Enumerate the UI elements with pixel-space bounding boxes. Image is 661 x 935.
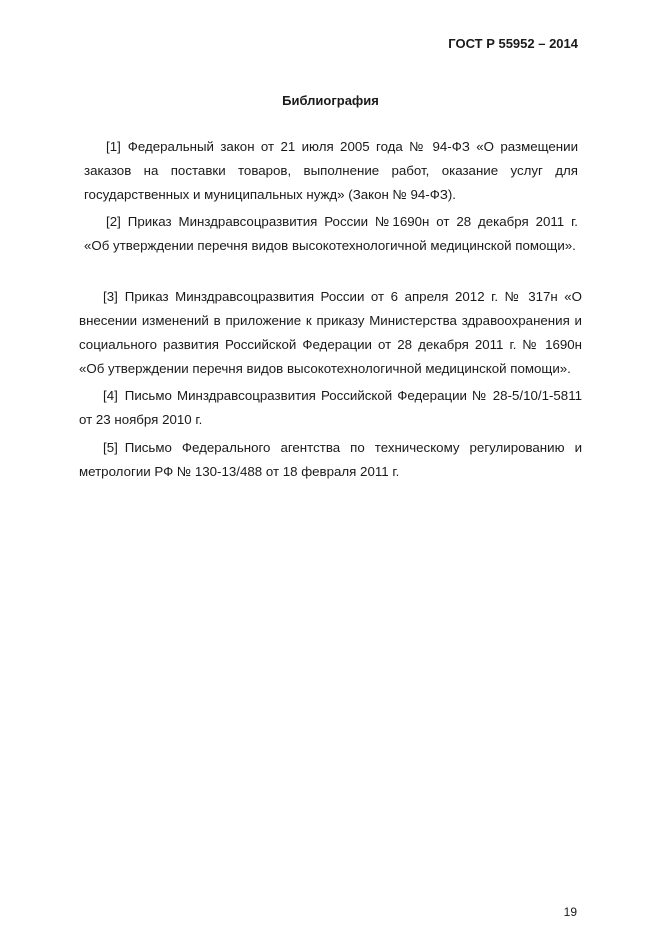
bibliography-entry-text: Приказ Минздравсоцразвития России от 6 апреля 2012 г. № 317н «О внесении изменений в приложение к приказу Министерства здравоохранения и социального развития Российской Федерации от 28 декабря 2011 г. № 1690н «Об утверждении перечня видов высокотехнологичной медицинской помощи». [79, 289, 582, 376]
bibliography-entry-number: [4] [103, 388, 118, 403]
bibliography-entry-text: Приказ Минздравсоцразвития России №1690н от 28 декабря 2011 г. «Об утверждении перечня видов высокотехнологичной медицинской помощи». [84, 214, 578, 253]
document-standard-code: ГОСТ Р 55952 – 2014 [448, 36, 578, 51]
bibliography-entry-3 [79, 285, 582, 381]
bibliography-title: Библиография [282, 93, 379, 108]
bibliography-entry-text: Федеральный закон от 21 июля 2005 года № 94-ФЗ «О размещении заказов на поставки товаров, выполнение работ, оказание услуг для государственных и муниципальных нужд» (Закон № 94-ФЗ). [84, 139, 578, 202]
bibliography-entry-4 [79, 384, 582, 432]
page-number: 19 [563, 905, 577, 919]
bibliography-entry-5 [79, 436, 582, 484]
bibliography-entry-number: [2] [106, 214, 121, 229]
bibliography-entry-number: [3] [103, 289, 118, 304]
bibliography-entry-number: [1] [106, 139, 121, 154]
bibliography-entry-number: [5] [103, 440, 118, 455]
bibliography-entry-text: Письмо Федерального агентства по техническому регулированию и метрологии РФ № 130-13/488 от 18 февраля 2011 г. [79, 440, 582, 479]
bibliography-entry-text: Письмо Минздравсоцразвития Российской Федерации № 28-5/10/1-5811 от 23 ноября 2010 г. [79, 388, 582, 427]
bibliography-entry-1 [84, 135, 578, 207]
bibliography-entry-2 [84, 210, 578, 258]
